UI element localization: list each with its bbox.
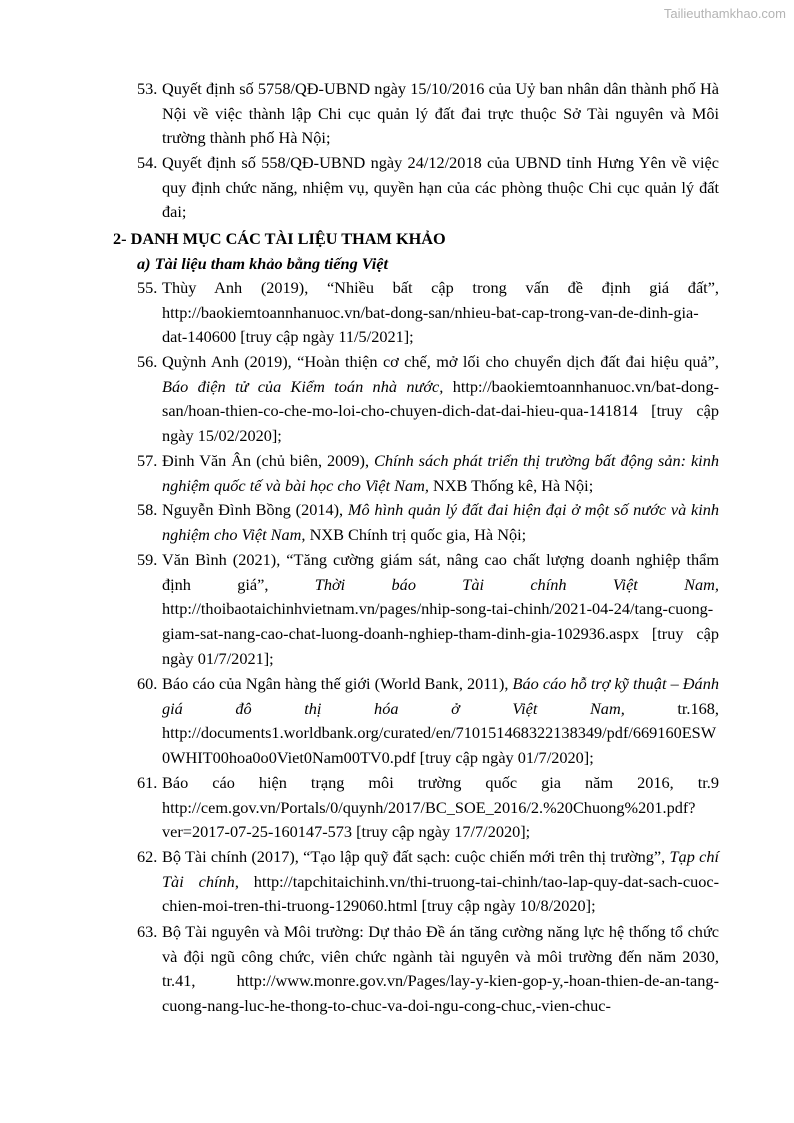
reference-55 <box>137 276 719 350</box>
reference-54 <box>137 151 719 225</box>
reference-57 <box>137 449 719 498</box>
watermark: Tailieuthamkhao.com <box>663 6 786 21</box>
reference-60 <box>137 672 719 771</box>
reference-number: 56. <box>137 352 158 371</box>
reference-text: Quỳnh Anh (2019), “Hoàn thiện cơ chế, mở lối cho chuyển dịch đất đai hiệu quả”, Báo điện tử của Kiểm toán nhà nước, http://baokiemtoannhanuoc.vn/bat-dong-san/hoan-thien-co-che-mo-loi-cho-chuyen-dich-dat-dai-hieu-qua-141814 [truy cập ngày 15/02/2020]; <box>162 352 720 446</box>
reference-59 <box>137 548 719 672</box>
reference-text: Báo cáo hiện trạng môi trường quốc gia năm 2016, tr.9 http://cem.gov.vn/Portals/0/quynh/2017/BC_SOE_2016/2.%20Chuong%201.pdf?ver=2017-07-25-160147-573 [truy cập ngày 17/7/2020]; <box>162 773 719 842</box>
reference-63 <box>137 920 719 1019</box>
reference-text: Nguyễn Đình Bồng (2014), Mô hình quản lý đất đai hiện đại ở một số nước và kinh nghiệm cho Việt Nam, NXB Chính trị quốc gia, Hà Nội; <box>162 500 719 544</box>
reference-number: 54. <box>137 153 158 172</box>
reference-text: Bộ Tài chính (2017), “Tạo lập quỹ đất sạch: cuộc chiến mới trên thị trường”, Tạp chí Tài chính, http://tapchitaichinh.vn/thi-truong-tai-chinh/tao-lap-quy-dat-sach-cuoc-chien-moi-tren-thi-truong-129060.html [truy cập ngày 10/8/2020]; <box>162 847 720 916</box>
reference-53 <box>137 77 719 151</box>
reference-number: 57. <box>137 451 158 470</box>
section-subheading: a) Tài liệu tham khảo bằng tiếng Việt <box>137 254 389 273</box>
reference-58 <box>137 498 719 547</box>
reference-text: Đinh Văn Ân (chủ biên, 2009), Chính sách phát triển thị trường bất động sản: kinh nghiệm quốc tế và bài học cho Việt Nam, NXB Thống kê, Hà Nội; <box>162 451 719 495</box>
reference-number: 53. <box>137 79 158 98</box>
reference-number: 62. <box>137 847 158 866</box>
reference-62 <box>137 845 719 919</box>
reference-text: Báo cáo của Ngân hàng thế giới (World Bank, 2011), Báo cáo hỗ trợ kỹ thuật – Đánh giá đô thị hóa ở Việt Nam, tr.168, http://documents1.worldbank.org/curated/en/710151468322138349/pdf/669160ESW0WHIT00hoa0o0Viet0Nam00TV0.pdf [truy cập ngày 01/7/2020]; <box>162 674 719 768</box>
reference-number: 60. <box>137 674 158 693</box>
reference-text: Quyết định số 5758/QĐ-UBND ngày 15/10/2016 của Uỷ ban nhân dân thành phố Hà Nội về việc thành lập Chi cục quản lý đất đai trực thuộc Sở Tài nguyên và Môi trường thành phố Hà Nội; <box>162 79 719 148</box>
reference-56 <box>137 350 719 449</box>
reference-number: 61. <box>137 773 158 792</box>
reference-number: 63. <box>137 922 158 941</box>
reference-text: Quyết định số 558/QĐ-UBND ngày 24/12/2018 của UBND tỉnh Hưng Yên về việc quy định chức năng, nhiệm vụ, quyền hạn của các phòng thuộc Chi cục quản lý đất đai; <box>162 153 719 222</box>
reference-number: 55. <box>137 278 158 297</box>
reference-number: 58. <box>137 500 158 519</box>
reference-text: Bộ Tài nguyên và Môi trường: Dự thảo Đề án tăng cường năng lực hệ thống tổ chức và đội ngũ công chức, viên chức ngành tài nguyên và môi trường đến năm 2030, tr.41, http://www.monre.gov.vn/Pages/lay-y-kien-gop-y,-hoan-thien-de-an-tang-cuong-nang-luc-he-thong-to-chuc-va-doi-ngu-cong-chuc,-vien-chuc- <box>162 922 719 1016</box>
reference-number: 59. <box>137 550 158 569</box>
reference-61 <box>137 771 719 845</box>
reference-text: Thùy Anh (2019), “Nhiều bất cập trong vấn đề định giá đất”, http://baokiemtoannhanuoc.vn/bat-dong-san/nhieu-bat-cap-trong-van-de-dinh-gia-dat-140600 [truy cập ngày 11/5/2021]; <box>162 278 719 347</box>
reference-text: Văn Bình (2021), “Tăng cường giám sát, nâng cao chất lượng doanh nghiệp thẩm định giá”, Thời báo Tài chính Việt Nam, http://thoibaotaichinhvietnam.vn/pages/nhip-song-tai-chinh/2021-04-24/tang-cuong-giam-sat-nang-cao-chat-luong-doanh-nghiep-tham-dinh-gia-102936.aspx [truy cập ngày 01/7/2021]; <box>162 550 719 668</box>
section-heading: 2- DANH MỤC CÁC TÀI LIỆU THAM KHẢO <box>113 229 446 248</box>
